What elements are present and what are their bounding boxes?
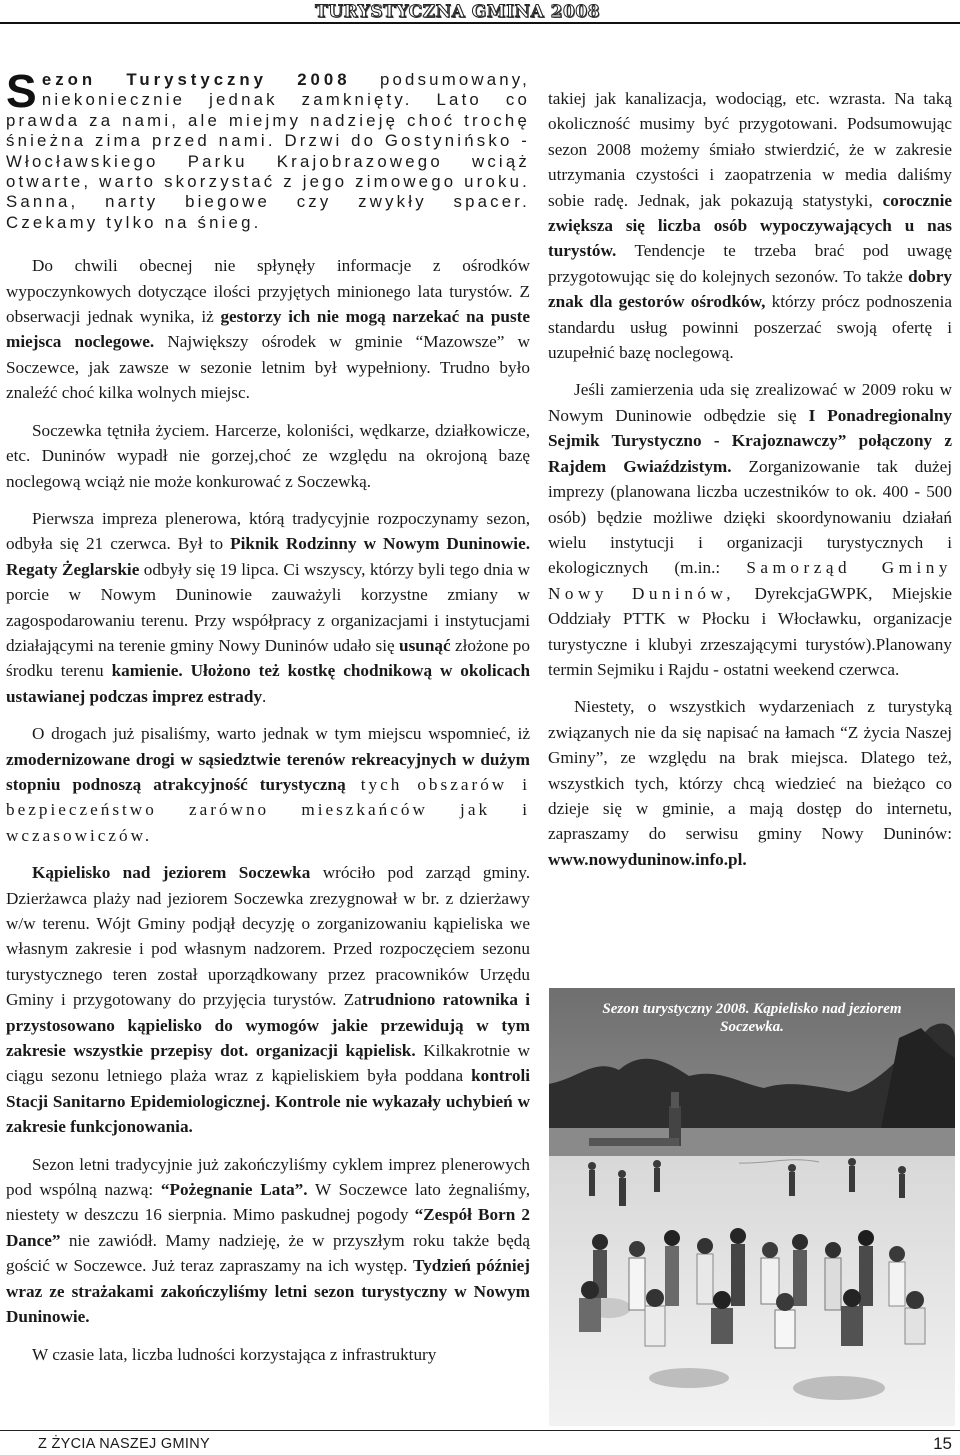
right-column	[548, 86, 952, 884]
page-number: 15	[933, 1434, 952, 1453]
article-paragraph: Soczewka tętniła życiem. Harcerze, koloniści, wędkarze, działkowicze, etc. Duninów wypadł nie gorzej,choć ze względu na okrojoną bazę noclegową wciąż nie może konkurować z Soczewką.	[6, 420, 530, 491]
article-paragraph: O drogach już pisaliśmy, warto jednak w tym miejscu wspomnieć, iż zmodernizowane drogi w sąsiedztwie terenów rekreacyjnych w dużym stopniu podnoszą atrakcyjność turystyczną tych obszarów i bezpieczeństwo zarówno mieszkańców jak i wczasowiczów.	[6, 724, 530, 845]
header-rule	[0, 22, 960, 24]
article-paragraph: Niestety, o wszystkich wydarzeniach z turystyką związanych nie da się napisać na łamach “Z życia Naszej Gminy”, ze względu na brak miejsca. Dlatego też, wszystkich tych, którzy chcą wiedzieć na bieżąco co dzieje się w gminie, a mają dostęp do internetu, zapraszamy do serwisu gminy Nowy Duninów: www.nowyduninow.info.pl.	[548, 697, 952, 869]
article-paragraph: takiej jak kanalizacja, wodociąg, etc. wzrasta. Na taką okoliczność musimy być przygotowani. Podsumowując sezon 2008 możemy śmiało stwierdzić, że w zakresie utrzymania czystości i zaopatrzenia w media daliśmy sobie radę. Jednak, jak pokazują statystyki, corocznie zwiększa się liczba osób wypoczywających u nas turystów. Tendencje te trzeba brać pod uwagę przygotowując się do kolejnych sezonów. To także dobry znak dla gestorów ośrodków, którzy prócz podnoszenia standardu usług powinni poszerzać swoją ofertę i uzupełnić bazę noclegową.	[548, 89, 952, 363]
drop-cap: S	[6, 65, 38, 117]
article-paragraph: Pierwsza impreza plenerowa, którą tradycyjnie rozpoczynamy sezon, odbyła się 21 czerwca. Był to Piknik Rodzinny w Nowym Duninowie. Regaty Żeglarskie odbyły się 19 lipca. Ci wszyscy, którzy byli tego dnia w porcie w Nowym Duninowie zauważyli korzystne zmiany w zagospodarowaniu terenu. Przy współpracy z organizacjami i instytucjami działającymi na terenie gminy Nowy Duninów udało się usunąć złożone po środku terenu kamienie. Ułożono też kostkę chodnikową w okolicach ustawianej podczas imprez estrady.	[6, 508, 531, 706]
beach-scene-image	[549, 988, 955, 1426]
beach-photo	[549, 988, 955, 1426]
article-paragraph: W czasie lata, liczba ludności korzystająca z infrastruktury	[32, 1344, 437, 1364]
footer-publication: Z ŻYCIA NASZEJ GMINY	[38, 1436, 210, 1452]
header-title: TURYSTYCZNA GMINA 2008	[315, 2, 600, 22]
photo-caption: Sezon turystyczny 2008. Kąpielisko nad jeziorem Soczewka.	[602, 1001, 902, 1035]
lead-paragraph: Sezon Turystyczny 2008 podsumowany, niekoniecznie jednak zamknięty. Lato co prawda za nami, ale miejmy nadzieję choć trochę śnieżna zima przed nami. Drzwi do Gostynińsko - Włocławskiego Parku Krajobrazowego wciąż otwarte, warto skorzystać z jego zimowego uroku. Sanna, narty biegowe czy zwykły spacer. Czekamy tylko na śnieg.	[6, 65, 531, 232]
page-header	[0, 0, 960, 26]
article-paragraph: Sezon letni tradycyjnie już zakończyliśmy cyklem imprez plenerowych pod wspólną nazwą: “Pożegnanie Lata”. W Soczewce lato żegnaliśmy, niestety w deszczu 16 sierpnia. Mimo paskudnej pogody “Zespół Born 2 Dance” nie zawiódł. Mamy nadzieję, że w przyszłym roku także będą gościć w Soczewce. Już teraz zapraszamy na ich występ. Tydzień później wraz ze strażakami zakończyliśmy letni sezon turystyczny w Nowym Duninowie.	[6, 1154, 530, 1327]
article-paragraph: Jeśli zamierzenia uda się zrealizować w 2009 roku w Nowym Duninowie odbędzie się I Ponadregionalny Sejmik Turystyczno - Krajoznawczy” połączony z Rajdem Gwiaździstym. Zorganizowanie tak dużej imprezy (planowana liczba uczestników to ok. 400 - 500 osób) będzie możliwe dzięki skoordynowaniu działań wielu instytucji i organizacji turystycznych i ekologicznych (m.in.: Samorząd Gminy Nowy Duninów, DyrekcjaGWPK, Miejskie Oddziały PTTK w Płocku i Włocławku, organizacje turystyczne i klubyi zrzeszającymi turystów).Planowany termin Sejmiku i Rajdu - ostatni weekend czerwca.	[548, 380, 953, 679]
article-paragraph: Kąpielisko nad jeziorem Soczewka wróciło pod zarząd gminy. Dzierżawca plaży nad jeziorem Soczewka zrezygnował w br. z dzierżawy w/w terenu. Wójt Gminy podjął decyzję o zorganizowaniu kąpieliska we własnym zakresie i pod własnym nadzorem. Przed rozpoczęciem sezonu turystycznego teren został uporządkowany przez pracowników Urzędu Gminy i przygotowany do przyjęcia turystów. Zatrudniono ratownika i przystosowano kąpielisko do wymogów jakie przewidują w tym zakresie wszystkie przepisy dot. organizacji kąpielisk. Kilkakrotnie w ciągu sezonu letniego plaża wraz z kąpieliskiem była poddana kontroli Stacji Sanitarno Epidemiologicznej. Kontrole nie wykazały uchybień w zakresie funkcjonowania.	[6, 863, 530, 1137]
footer-rule	[0, 1430, 960, 1431]
article-paragraph: Do chwili obecnej nie spłynęły informacje z ośrodków wypoczynkowych dotyczące ilości przyjętych minionego lata turystów. Z obserwacji jednak wynika, iż gestorzy ich nie mogą narzekać na puste miejsca noclegowe. Największy ośrodek w gminie “Mazowsze” w Soczewce, jak zawsze w sezonie letnim był wypełniony. Trudno było znaleźć choć kilka wolnych miejsc.	[6, 256, 530, 403]
left-column	[6, 65, 531, 1379]
